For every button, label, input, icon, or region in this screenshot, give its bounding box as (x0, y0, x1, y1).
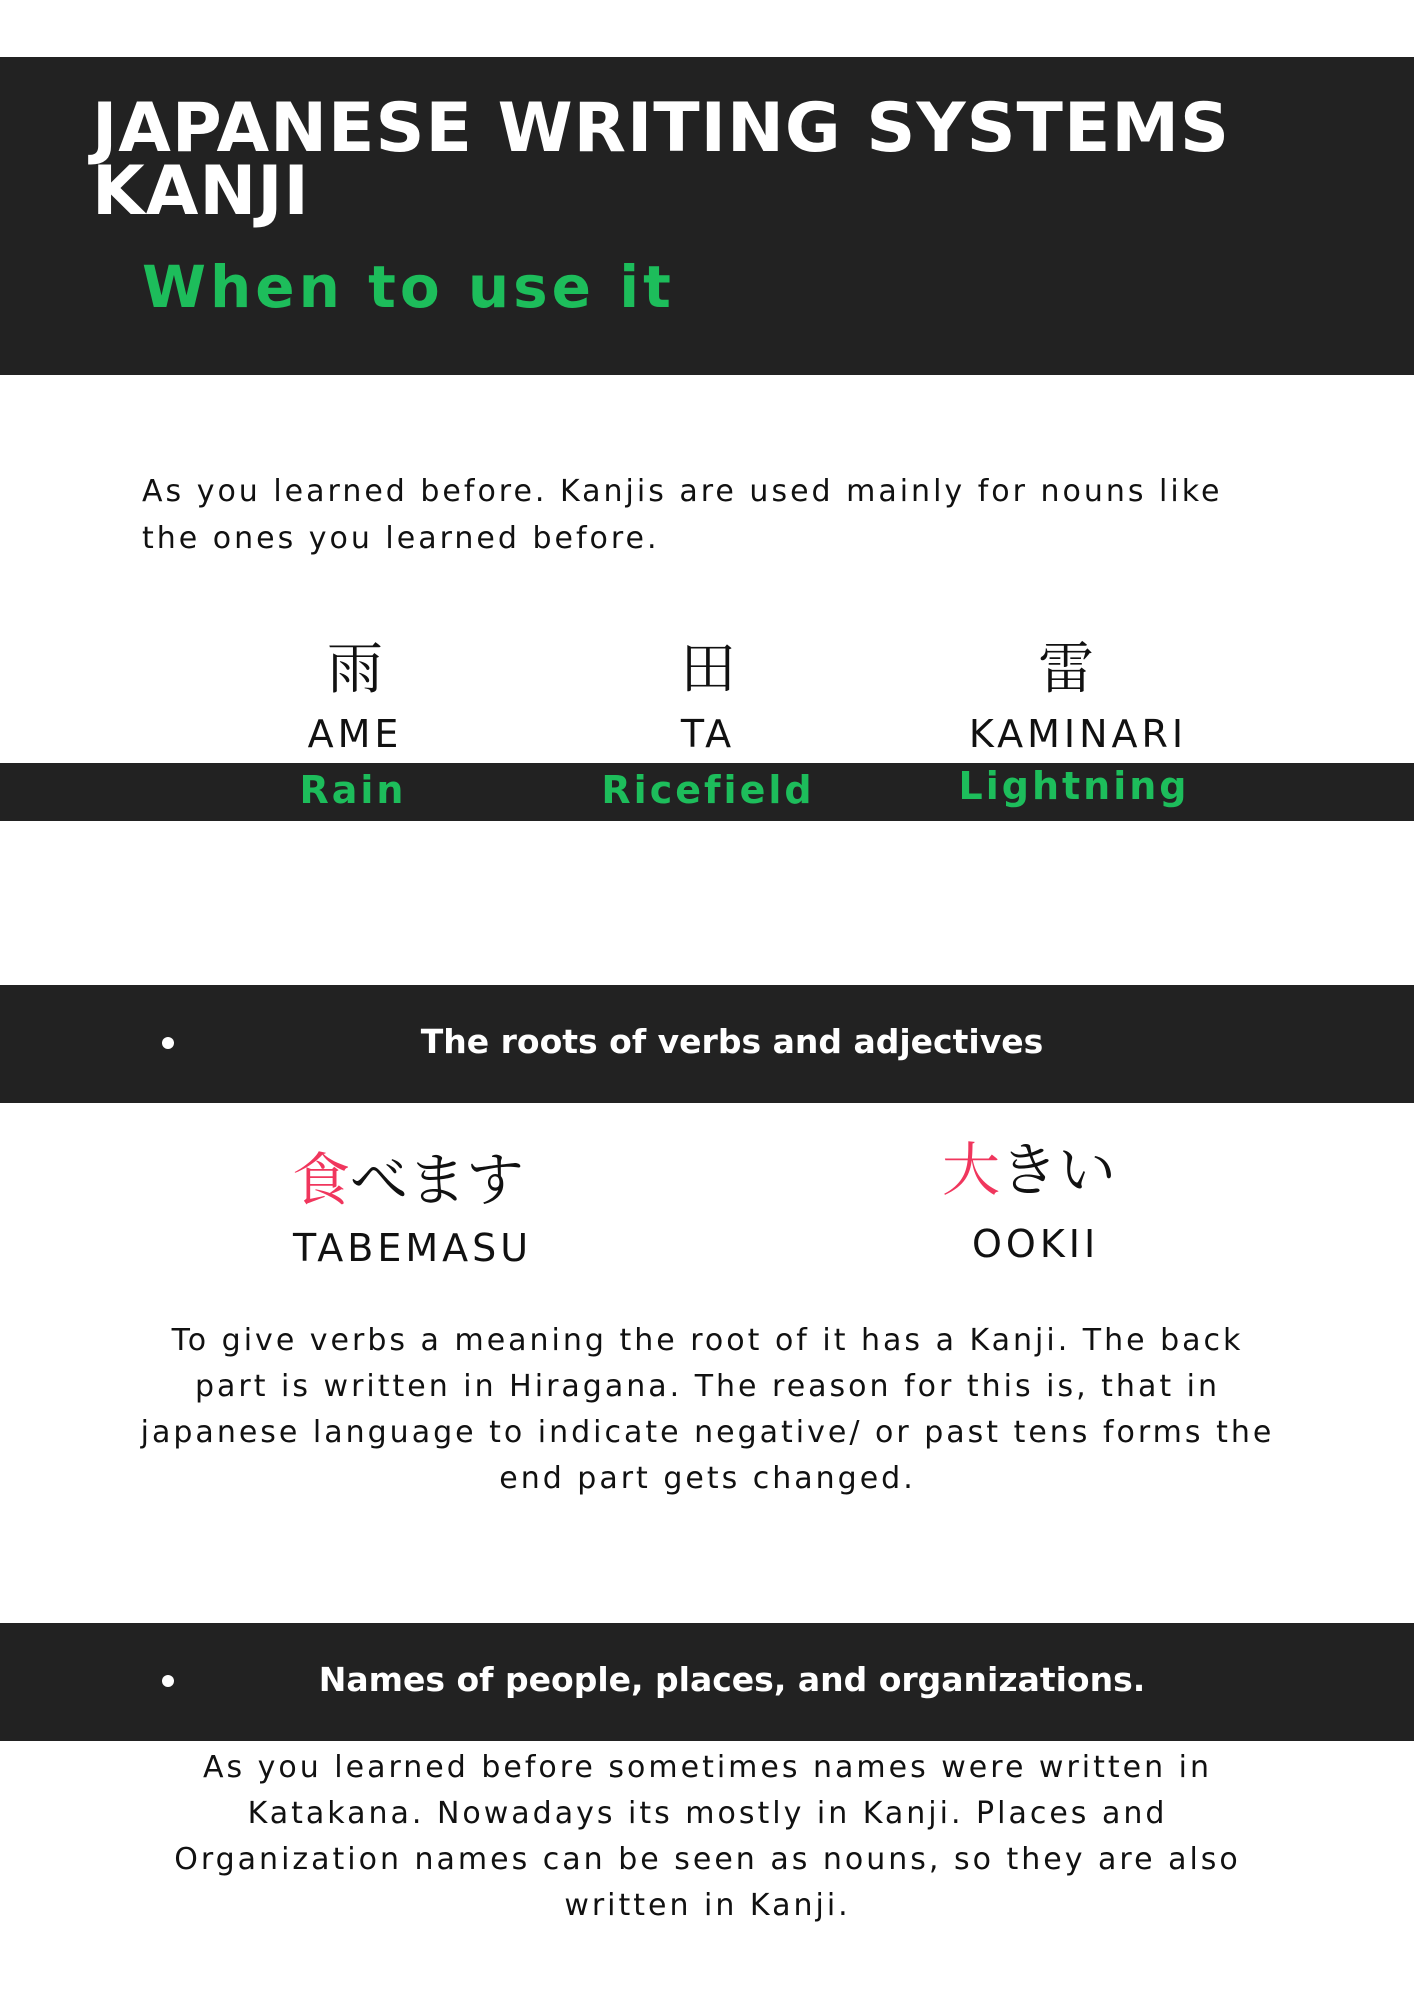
page-title-line1: JAPANESE WRITING SYSTEMS (92, 89, 1231, 168)
page-subtitle: When to use it (142, 253, 675, 321)
kanji-root: 大 (942, 1136, 1001, 1204)
header-banner (0, 57, 1414, 375)
verb-romaji: TABEMASU (293, 1226, 533, 1270)
page-title-line2: KANJI (92, 152, 310, 231)
example-romaji: TA (680, 712, 736, 756)
adjective-romaji: OOKII (972, 1222, 1100, 1266)
example-meaning: Lightning (958, 764, 1190, 808)
example-romaji: KAMINARI (968, 712, 1188, 756)
section2-paragraph: As you learned before sometimes names were written in Katakana. Nowadays its mostly in Kanji. Places and Organization names can be seen as nouns, so they are also written in Kanji. (174, 1750, 1241, 1923)
example-meaning: Ricefield (601, 768, 815, 812)
section-header-names (0, 1623, 1414, 1741)
example-romaji: AME (307, 712, 403, 756)
example-kanji: 田 (680, 637, 736, 702)
example-kanji: 雨 (327, 637, 383, 702)
intro-text: As you learned before. Kanjis are used mainly for nouns like the ones you learned before. (142, 474, 1223, 556)
section-title: The roots of verbs and adjectives (420, 1022, 1044, 1061)
section-title: Names of people, places, and organizations. (318, 1660, 1146, 1699)
section-header-verbs (0, 985, 1414, 1103)
example-kanji: 雷 (1038, 637, 1094, 702)
section1-paragraph: To give verbs a meaning the root of it has a Kanji. The back part is written in Hiragana. The reason for this is, that in japanese language to indicate negative/ or past tens forms the end part gets changed. (140, 1323, 1275, 1496)
verb-example (292, 1145, 524, 1215)
adjective-example (942, 1135, 1116, 1205)
hiragana-ending: きい (1000, 1136, 1117, 1204)
kanji-root: 食 (292, 1146, 351, 1214)
hiragana-ending: べます (350, 1146, 525, 1214)
example-meaning: Rain (299, 768, 407, 812)
